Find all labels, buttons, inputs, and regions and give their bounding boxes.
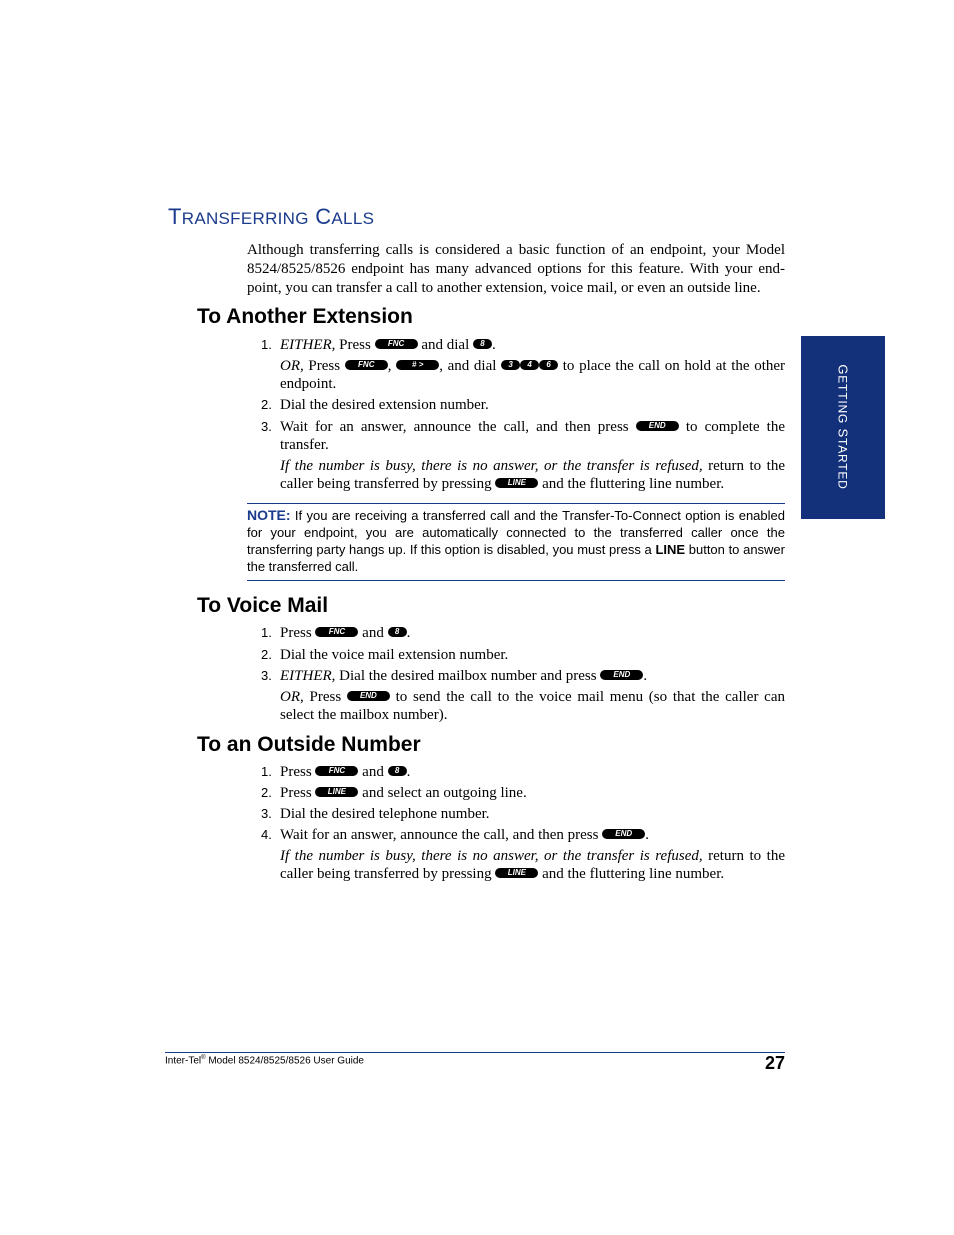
- note-label: NOTE:: [247, 507, 291, 523]
- step-dial-extension: Dial the desired extension number.: [280, 397, 489, 413]
- step-number: 2.: [261, 647, 272, 662]
- note-top-rule: [247, 503, 785, 504]
- step-number: 2.: [261, 785, 272, 800]
- fnc-key-icon: FNC: [375, 339, 418, 349]
- busy-instruction: If the number is busy, there is no answer, or the transfer is refused, return to the caller being transferred by pressing LINE and the fluttering line number.: [280, 458, 785, 492]
- step-number: 3.: [261, 419, 272, 434]
- step-either-press-fnc: EITHER, Press FNC and dial 8 .: [280, 337, 496, 353]
- step-wait-answer: Wait for an answer, announce the call, and then press END .: [280, 827, 649, 843]
- page-number: 27: [764, 1053, 785, 1073]
- step-number: 3.: [261, 668, 272, 683]
- heading-outside-number: To an Outside Number: [197, 733, 421, 756]
- note-bottom-rule: [247, 580, 785, 581]
- heading-voice-mail: To Voice Mail: [197, 594, 329, 617]
- step-either-mailbox: EITHER, Dial the desired mailbox number and press END .: [280, 668, 648, 684]
- end-key-icon: END: [602, 829, 645, 839]
- note-box: NOTE: If you are receiving a transferred call and the Transfer-To-Connect option is enabled for your endpoint, you are automatically connected to the transferred caller once the transferring party hangs up. If this option is disabled, you must press a LINE button to answer the transferred call.: [247, 507, 785, 574]
- fnc-key-icon: FNC: [315, 627, 358, 637]
- section-side-tab: [801, 336, 885, 519]
- end-key-icon: END: [347, 691, 390, 701]
- busy-instruction: If the number is busy, there is no answer, or the transfer is refused, return to the caller being transferred by pressing LINE and the fluttering line number.: [280, 848, 785, 882]
- step-number: 1.: [261, 337, 272, 352]
- step-or-vm-menu: OR, Press END to send the call to the voice mail menu (so that the caller can select the mailbox number).: [280, 689, 785, 723]
- step-dial-vm-extension: Dial the voice mail extension number.: [280, 647, 509, 663]
- step-number: 3.: [261, 806, 272, 821]
- step-press-line: Press LINE and select an outgoing line.: [280, 785, 527, 801]
- digit-6-key-icon: 6: [539, 360, 558, 370]
- section-title: TRANSFERRING CALLS: [168, 204, 375, 229]
- step-wait-answer: Wait for an answer, announce the call, and then press END to complete the transfer.: [280, 419, 785, 453]
- line-key-icon: LINE: [495, 868, 538, 878]
- line-key-icon: LINE: [495, 478, 538, 488]
- step-dial-telephone: Dial the desired telephone number.: [280, 806, 490, 822]
- step-number: 1.: [261, 625, 272, 640]
- step-or-press: OR, Press FNC , # > , and dial 3 4 6 to place the call on hold at the other endpoint.: [280, 358, 786, 392]
- step-number: 1.: [261, 764, 272, 779]
- intro-paragraph: Although transferring calls is considered a basic function of an endpoint, your Model 8524/8525/8526 endpoint has many advanced options for this feature. With your endpoint, you can transfer a call to another extension, voice mail, or even an outside line.: [247, 242, 785, 296]
- side-tab-label: GETTING STARTED: [835, 364, 851, 490]
- fnc-key-icon: FNC: [345, 360, 388, 370]
- step-press-fnc-8: Press FNC and 8 .: [280, 764, 411, 780]
- hash-key-icon: # >: [396, 360, 439, 370]
- line-key-icon: LINE: [315, 787, 358, 797]
- fnc-key-icon: FNC: [315, 766, 358, 776]
- heading-another-extension: To Another Extension: [197, 305, 413, 328]
- footer-rule: [165, 1052, 785, 1053]
- step-press-fnc-8: Press FNC and 8 .: [280, 625, 411, 641]
- step-number: 2.: [261, 397, 272, 412]
- footer-guide-title: Inter-Tel® Model 8524/8525/8526 User Guide: [165, 1055, 364, 1067]
- digit-8-key-icon: 8: [388, 627, 407, 637]
- digit-8-key-icon: 8: [388, 766, 407, 776]
- digit-4-key-icon: 4: [520, 360, 539, 370]
- end-key-icon: END: [600, 670, 643, 680]
- digit-8-key-icon: 8: [473, 339, 492, 349]
- digit-3-key-icon: 3: [501, 360, 520, 370]
- step-number: 4.: [261, 827, 272, 842]
- end-key-icon: END: [636, 421, 679, 431]
